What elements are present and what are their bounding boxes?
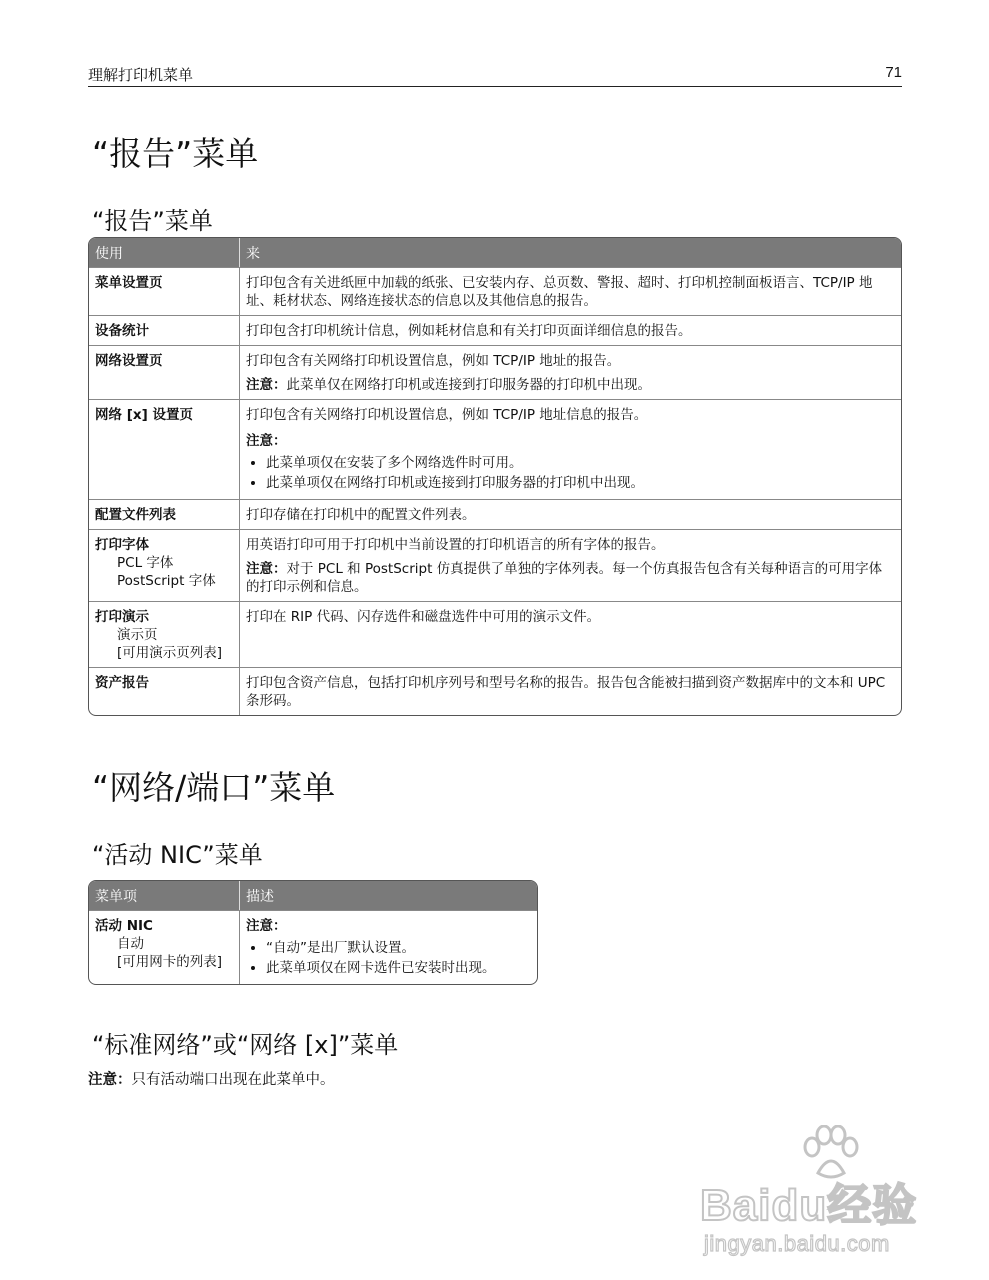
menu-item-note <box>246 560 895 596</box>
subsection-title-active-nic: “活动 NIC”菜单 <box>92 841 263 869</box>
table-row <box>89 267 901 315</box>
menu-item-desc: 打印包含打印机统计信息，例如耗材信息和有关打印页面详细信息的报告。 <box>239 315 901 345</box>
menu-item-name: 打印演示 <box>95 609 149 625</box>
note-bullet-list <box>246 939 531 977</box>
column-header-use: 使用 <box>89 238 239 267</box>
column-header-to: 来 <box>239 238 901 267</box>
list-item: • “自动”是出厂默认设置。 <box>266 939 531 957</box>
note-label: 注意： <box>246 561 287 577</box>
note-label: 注意： <box>246 918 287 934</box>
table-row <box>89 529 901 601</box>
table-row <box>89 910 537 984</box>
menu-item-desc: 打印包含有关网络打印机设置信息，例如 TCP/IP 地址的报告。 <box>246 353 621 369</box>
menu-item-sub: [可用网卡的列表] <box>117 954 223 970</box>
menu-item-cell <box>239 529 901 601</box>
list-item: • 此菜单项仅在网络打印机或连接到打印服务器的打印机中出现。 <box>266 474 895 492</box>
table-row <box>89 499 901 529</box>
menu-item-name: 菜单设置页 <box>89 267 239 315</box>
menu-item-sub: PCL 字体 <box>117 555 174 571</box>
menu-item-cell <box>239 910 537 984</box>
menu-item-name: 资产报告 <box>89 667 239 715</box>
table-row <box>89 399 901 499</box>
baidu-watermark <box>700 1125 930 1255</box>
menu-item-cell <box>239 345 901 399</box>
menu-item-desc: 打印包含资产信息，包括打印机序列号和型号名称的报告。报告包含能被扫描到资产数据库中的文本和 UPC 条形码。 <box>239 667 901 715</box>
menu-item-cell <box>89 910 239 984</box>
table-header-row <box>89 238 901 267</box>
column-header-description: 描述 <box>239 881 537 910</box>
table-header-row <box>89 881 537 910</box>
list-item: • 此菜单项仅在安装了多个网络选件时可用。 <box>266 454 895 472</box>
subsection-title-reports: “报告”菜单 <box>92 207 213 235</box>
menu-item-name: 打印字体 <box>95 537 149 553</box>
page-header <box>88 62 902 87</box>
table-row <box>89 601 901 667</box>
menu-item-cell <box>89 529 239 601</box>
page-number: 71 <box>885 64 902 81</box>
menu-item-desc: 打印存储在打印机中的配置文件列表。 <box>239 499 901 529</box>
column-header-menu-item: 菜单项 <box>89 881 239 910</box>
watermark-brand: Baidu经验 <box>700 1181 918 1230</box>
list-item: • 此菜单项仅在网卡选件已安装时出现。 <box>266 959 531 977</box>
body-note <box>88 1068 335 1089</box>
menu-item-note <box>246 376 895 394</box>
note-text: 对于 PCL 和 PostScript 仿真提供了单独的字体列表。每一个仿真报告包含有关每种语言的可用字体的打印示例和信息。 <box>246 561 883 595</box>
table-row <box>89 315 901 345</box>
menu-item-name: 网络设置页 <box>89 345 239 399</box>
note-bullet-list <box>246 454 895 492</box>
watermark-url: jingyan.baidu.com <box>704 1231 890 1256</box>
menu-item-name: 配置文件列表 <box>89 499 239 529</box>
menu-item-desc: 打印包含有关网络打印机设置信息，例如 TCP/IP 地址信息的报告。 <box>246 407 648 423</box>
menu-item-sub: 演示页 <box>117 627 158 643</box>
menu-item-cell <box>239 399 901 499</box>
chapter-title: 理解打印机菜单 <box>88 66 194 84</box>
menu-item-name: 活动 NIC <box>95 918 153 934</box>
menu-item-sub: 自动 <box>117 936 144 952</box>
menu-item-desc: 用英语打印可用于打印机中当前设置的打印机语言的所有字体的报告。 <box>246 537 665 553</box>
section-title-reports: “报告”菜单 <box>92 134 259 173</box>
note-label: 注意： <box>246 377 287 393</box>
table-row <box>89 345 901 399</box>
note-label: 注意： <box>88 1072 132 1088</box>
menu-item-sub: PostScript 字体 <box>117 573 216 589</box>
note-text: 此菜单仅在网络打印机或连接到打印服务器的打印机中出现。 <box>286 377 651 393</box>
menu-item-desc: 打印在 RIP 代码、闪存选件和磁盘选件中可用的演示文件。 <box>239 601 901 667</box>
note-label: 注意： <box>246 433 287 449</box>
active-nic-table <box>88 880 538 985</box>
menu-item-cell <box>89 601 239 667</box>
menu-item-name: 网络 [x] 设置页 <box>89 399 239 499</box>
menu-item-name: 设备统计 <box>89 315 239 345</box>
menu-item-sub: [可用演示页列表] <box>117 645 223 661</box>
menu-item-desc: 打印包含有关进纸匣中加载的纸张、已安装内存、总页数、警报、超时、打印机控制面板语言、TCP/IP 地址、耗材状态、网络连接状态的信息以及其他信息的报告。 <box>239 267 901 315</box>
subsection-title-standard-network: “标准网络”或“网络 [x]”菜单 <box>92 1031 399 1059</box>
table-row <box>89 667 901 715</box>
note-text: 只有活动端口出现在此菜单中。 <box>131 1072 335 1088</box>
reports-menu-table <box>88 237 902 716</box>
section-title-network-ports: “网络/端口”菜单 <box>92 768 336 807</box>
